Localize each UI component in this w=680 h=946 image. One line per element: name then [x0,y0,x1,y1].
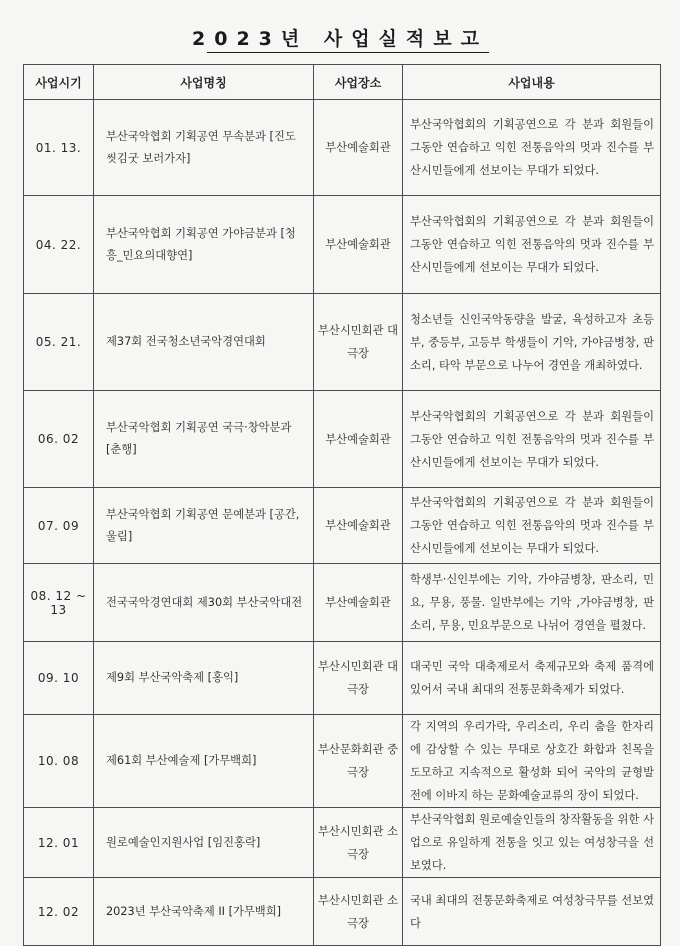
cell-name: 2023년 부산국악축제 II [가무백희] [94,878,314,946]
table-row [24,196,661,294]
cell-place: 부산시민회관 소극장 [314,808,403,878]
cell-desc: 부산국악협회 원로예술인들의 창작활동을 위한 사업으로 유일하게 전통을 잇고 있는 여성창극을 선보였다. [403,808,661,878]
table-row [24,391,661,488]
cell-date: 06. 02 [24,391,94,488]
cell-desc: 각 지역의 우리가락, 우리소리, 우리 춤을 한자리에 감상할 수 있는 무대로 상호간 화합과 친목을 도모하고 지속적으로 활성화 되어 국악의 균형발전에 이바지 하는 문화예술교류의 장이 되었다. [403,715,661,808]
cell-date: 12. 02 [24,878,94,946]
cell-date: 01. 13. [24,100,94,196]
cell-name: 부산국악협회 기획공연 국극·창악분과 [춘행] [94,391,314,488]
cell-date: 08. 12 ~ 13 [24,564,94,642]
cell-name: 제61회 부산예술제 [가무백희] [94,715,314,808]
cell-date: 04. 22. [24,196,94,294]
header-row [24,65,661,100]
table-row [24,100,661,196]
cell-place: 부산예술회관 [314,564,403,642]
cell-desc: 청소년들 신인국악동량을 발굴, 육성하고자 초등부, 중등부, 고등부 학생들이 기악, 가야금병창, 판소리, 타악 부문으로 나누어 경연을 개최하였다. [403,294,661,391]
cell-name: 제9회 부산국악축제 [홍익] [94,642,314,715]
cell-place: 부산시민회관 소극장 [314,878,403,946]
cell-name: 부산국악협회 기획공연 문예분과 [공간, 울림] [94,488,314,564]
cell-place: 부산예술회관 [314,391,403,488]
cell-desc: 부산국악협회의 기획공연으로 각 분과 회원들이 그동안 연습하고 익힌 전통음악의 멋과 진수를 부산시민들에게 선보이는 무대가 되었다. [403,488,661,564]
cell-date: 09. 10 [24,642,94,715]
cell-desc: 부산국악협회의 기획공연으로 각 분과 회원들이 그동안 연습하고 익힌 전통음악의 멋과 진수를 부산시민들에게 선보이는 무대가 되었다. [403,391,661,488]
cell-place: 부산시민회관 대극장 [314,642,403,715]
cell-name: 부산국악협회 기획공연 무속분과 [진도 씻김굿 보러가자] [94,100,314,196]
cell-date: 10. 08 [24,715,94,808]
cell-place: 부산예술회관 [314,488,403,564]
header-date: 사업시기 [24,65,94,100]
cell-name: 부산국악협회 기획공연 가야금분과 [청흥_민요의대향연] [94,196,314,294]
cell-desc: 학생부·신인부에는 기악, 가야금병창, 판소리, 민요, 무용, 풍물. 일반부에는 기악 ,가야금병창, 판소리, 무용, 민요부문으로 나뉘어 경연을 펼쳤다. [403,564,661,642]
cell-desc: 대국민 국악 대축제로서 축제규모와 축제 품격에 있어서 국내 최대의 전통문화축제가 되었다. [403,642,661,715]
table-row [24,488,661,564]
table-row [24,808,661,878]
cell-name: 제37회 전국청소년국악경연대회 [94,294,314,391]
cell-date: 07. 09 [24,488,94,564]
cell-date: 12. 01 [24,808,94,878]
table-row [24,294,661,391]
cell-date: 05. 21. [24,294,94,391]
cell-name: 원로예술인지원사업 [임진홍락] [94,808,314,878]
cell-desc: 국내 최대의 전통문화축제로 여성창극무를 선보였다 [403,878,661,946]
table-row [24,564,661,642]
header-desc: 사업내용 [403,65,661,100]
cell-place: 부산시민회관 대극장 [314,294,403,391]
cell-name: 전국국악경연대회 제30회 부산국악대전 [94,564,314,642]
table-row [24,878,661,946]
cell-desc: 부산국악협회의 기획공연으로 각 분과 회원들이 그동안 연습하고 익힌 전통음악의 멋과 진수를 부산시민들에게 선보이는 무대가 되었다. [403,196,661,294]
header-name: 사업명칭 [94,65,314,100]
report-table [23,64,661,946]
cell-place: 부산예술회관 [314,196,403,294]
header-place: 사업장소 [314,65,403,100]
table-row [24,715,661,808]
cell-desc: 부산국악협회의 기획공연으로 각 분과 회원들이 그동안 연습하고 익힌 전통음악의 멋과 진수를 부산시민들에게 선보이는 무대가 되었다. [403,100,661,196]
page-title: 2023년 사업실적보고 [192,28,488,50]
cell-place: 부산문화회관 중극장 [314,715,403,808]
table-row [24,642,661,715]
cell-place: 부산예술회관 [314,100,403,196]
title-underline [207,52,489,53]
